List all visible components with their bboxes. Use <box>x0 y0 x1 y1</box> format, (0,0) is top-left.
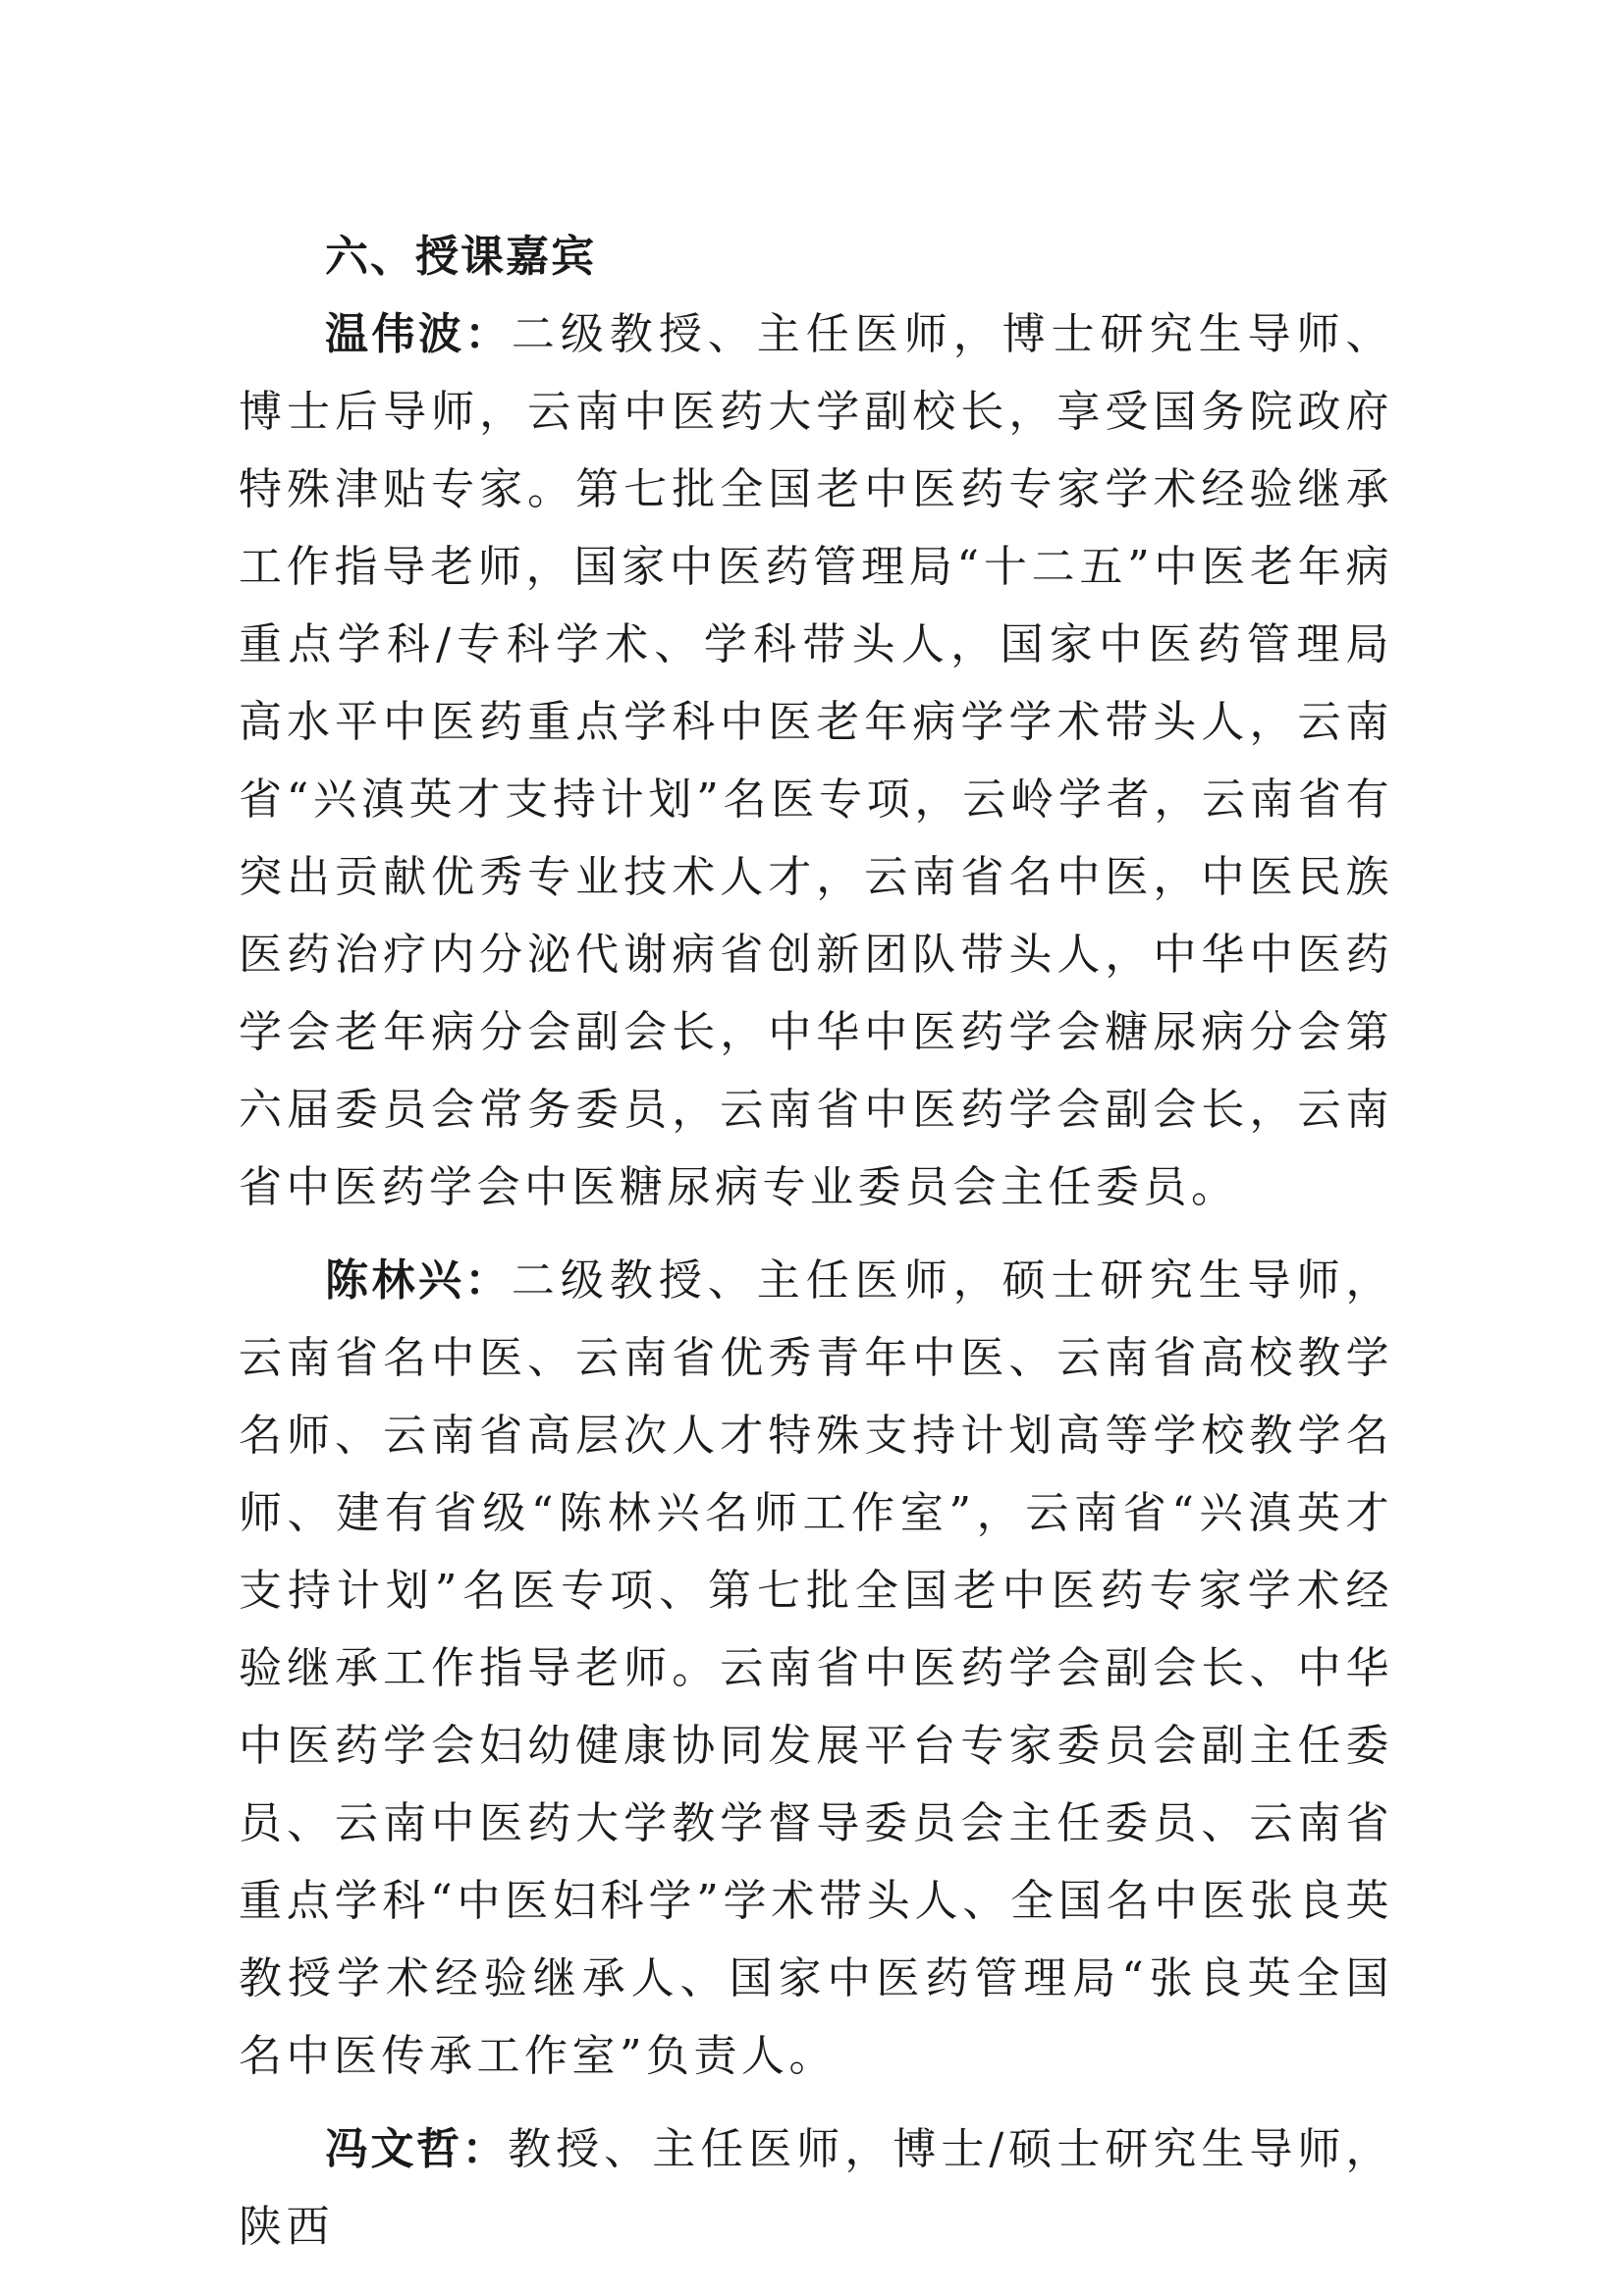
speaker-bio-feng-wenzhe <box>239 2110 1393 2266</box>
speaker-description: 二级教授、主任医师，硕士研究生导师，云南省名中医、云南省优秀青年中医、云南省高校教学名师、云南省高层次人才特殊支持计划高等学校教学名师、建有省级“陈林兴名师工作室”，云南省“兴滇英才支持计划”名医专项、第七批全国老中医药专家学术经验继承工作指导老师。云南省中医药学会副会长、中华中医药学会妇幼健康协同发展平台专家委员会副主任委员、云南中医药大学教学督导委员会主任委员、云南省重点学科“中医妇科学”学术带头人、全国名中医张良英教授学术经验继承人、国家中医药管理局“张良英全国名中医传承工作室”负责人。 <box>239 1255 1393 2081</box>
speaker-description: 二级教授、主任医师，博士研究生导师、博士后导师，云南中医药大学副校长，享受国务院政府特殊津贴专家。第七批全国老中医药专家学术经验继承工作指导老师，国家中医药管理局“十二五”中医老年病重点学科/专科学术、学科带头人，国家中医药管理局高水平中医药重点学科中医老年病学学术带头人，云南省“兴滇英才支持计划”名医专项，云岭学者，云南省有突出贡献优秀专业技术人才，云南省名中医，中医民族医药治疗内分泌代谢病省创新团队带头人，中华中医药学会老年病分会副会长，中华中医药学会糖尿病分会第六届委员会常务委员，云南省中医药学会副会长，云南省中医药学会中医糖尿病专业委员会主任委员。 <box>239 309 1393 1212</box>
speaker-name: 冯文哲： <box>325 2124 509 2174</box>
speaker-description: 教授、主任医师，博士/硕士研究生导师，陕西 <box>239 2124 1393 2252</box>
speaker-bio-wen-weibo <box>239 295 1393 1226</box>
speaker-name: 温伟波： <box>325 309 512 359</box>
speaker-name: 陈林兴： <box>325 1255 512 1306</box>
speaker-bio-chen-linxing <box>239 1242 1393 2095</box>
document-page <box>239 218 1393 2266</box>
section-heading: 六、授课嘉宾 <box>325 232 596 282</box>
